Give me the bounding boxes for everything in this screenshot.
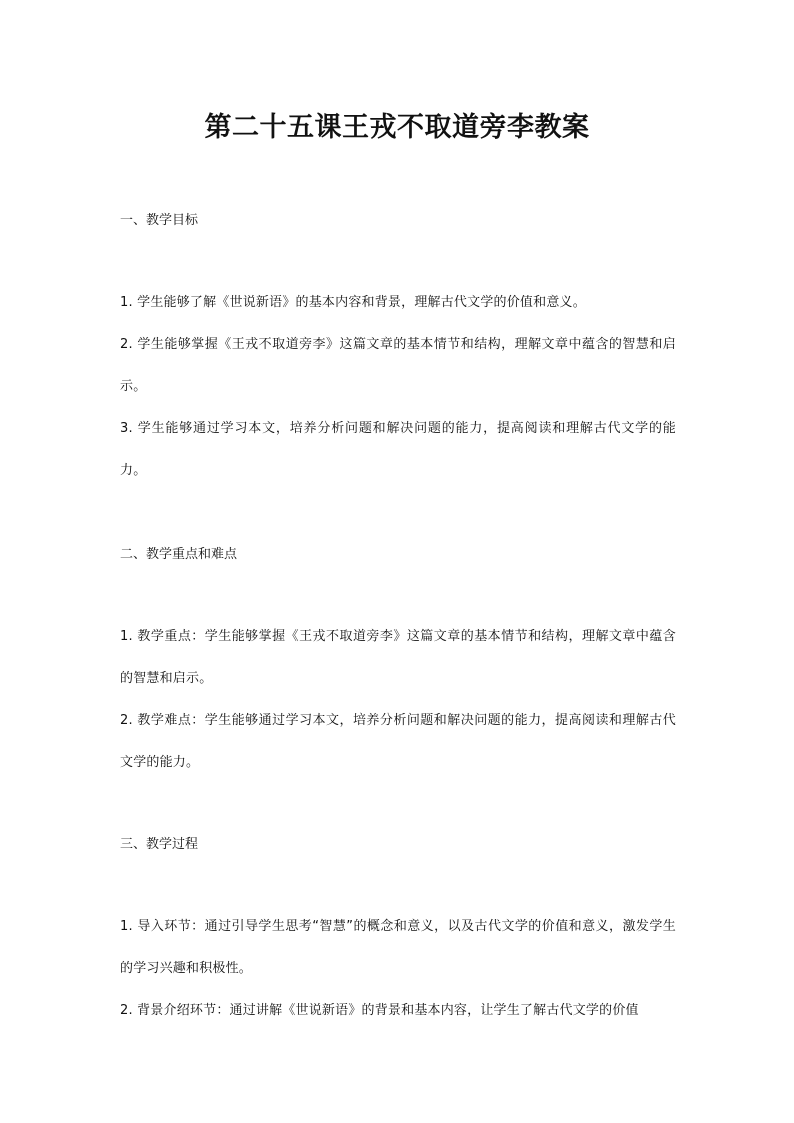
section-heading-process: 三、教学过程 <box>120 837 199 852</box>
process-paragraph-2: 2. 背景介绍环节：通过讲解《世说新语》的背景和基本内容，让学生了解古代文学的价值 <box>120 1003 639 1018</box>
section-heading-key-points: 二、教学重点和难点 <box>120 547 238 562</box>
section-heading-objectives: 一、教学目标 <box>120 213 199 228</box>
objective-paragraph-1: 1. 学生能够了解《世说新语》的基本内容和背景，理解古代文学的价值和意义。 <box>120 295 586 310</box>
document-title: 第二十五课王戎不取道旁李教案 <box>204 112 590 143</box>
objective-paragraph-3: 3. 学生能够通过学习本文，培养分析问题和解决问题的能力，提高阅读和理解古代文学的能力。 <box>120 421 676 478</box>
key-point-paragraph-2: 2. 教学难点：学生能够通过学习本文，培养分析问题和解决问题的能力，提高阅读和理解古代文学的能力。 <box>120 713 676 770</box>
process-paragraph-1: 1. 导入环节：通过引导学生思考“智慧”的概念和意义，以及古代文学的价值和意义，激发学生的学习兴趣和积极性。 <box>120 919 676 976</box>
key-point-paragraph-1: 1. 教学重点：学生能够掌握《王戎不取道旁李》这篇文章的基本情节和结构，理解文章中蕴含的智慧和启示。 <box>120 629 676 686</box>
objective-paragraph-2: 2. 学生能够掌握《王戎不取道旁李》这篇文章的基本情节和结构，理解文章中蕴含的智慧和启示。 <box>120 337 676 394</box>
